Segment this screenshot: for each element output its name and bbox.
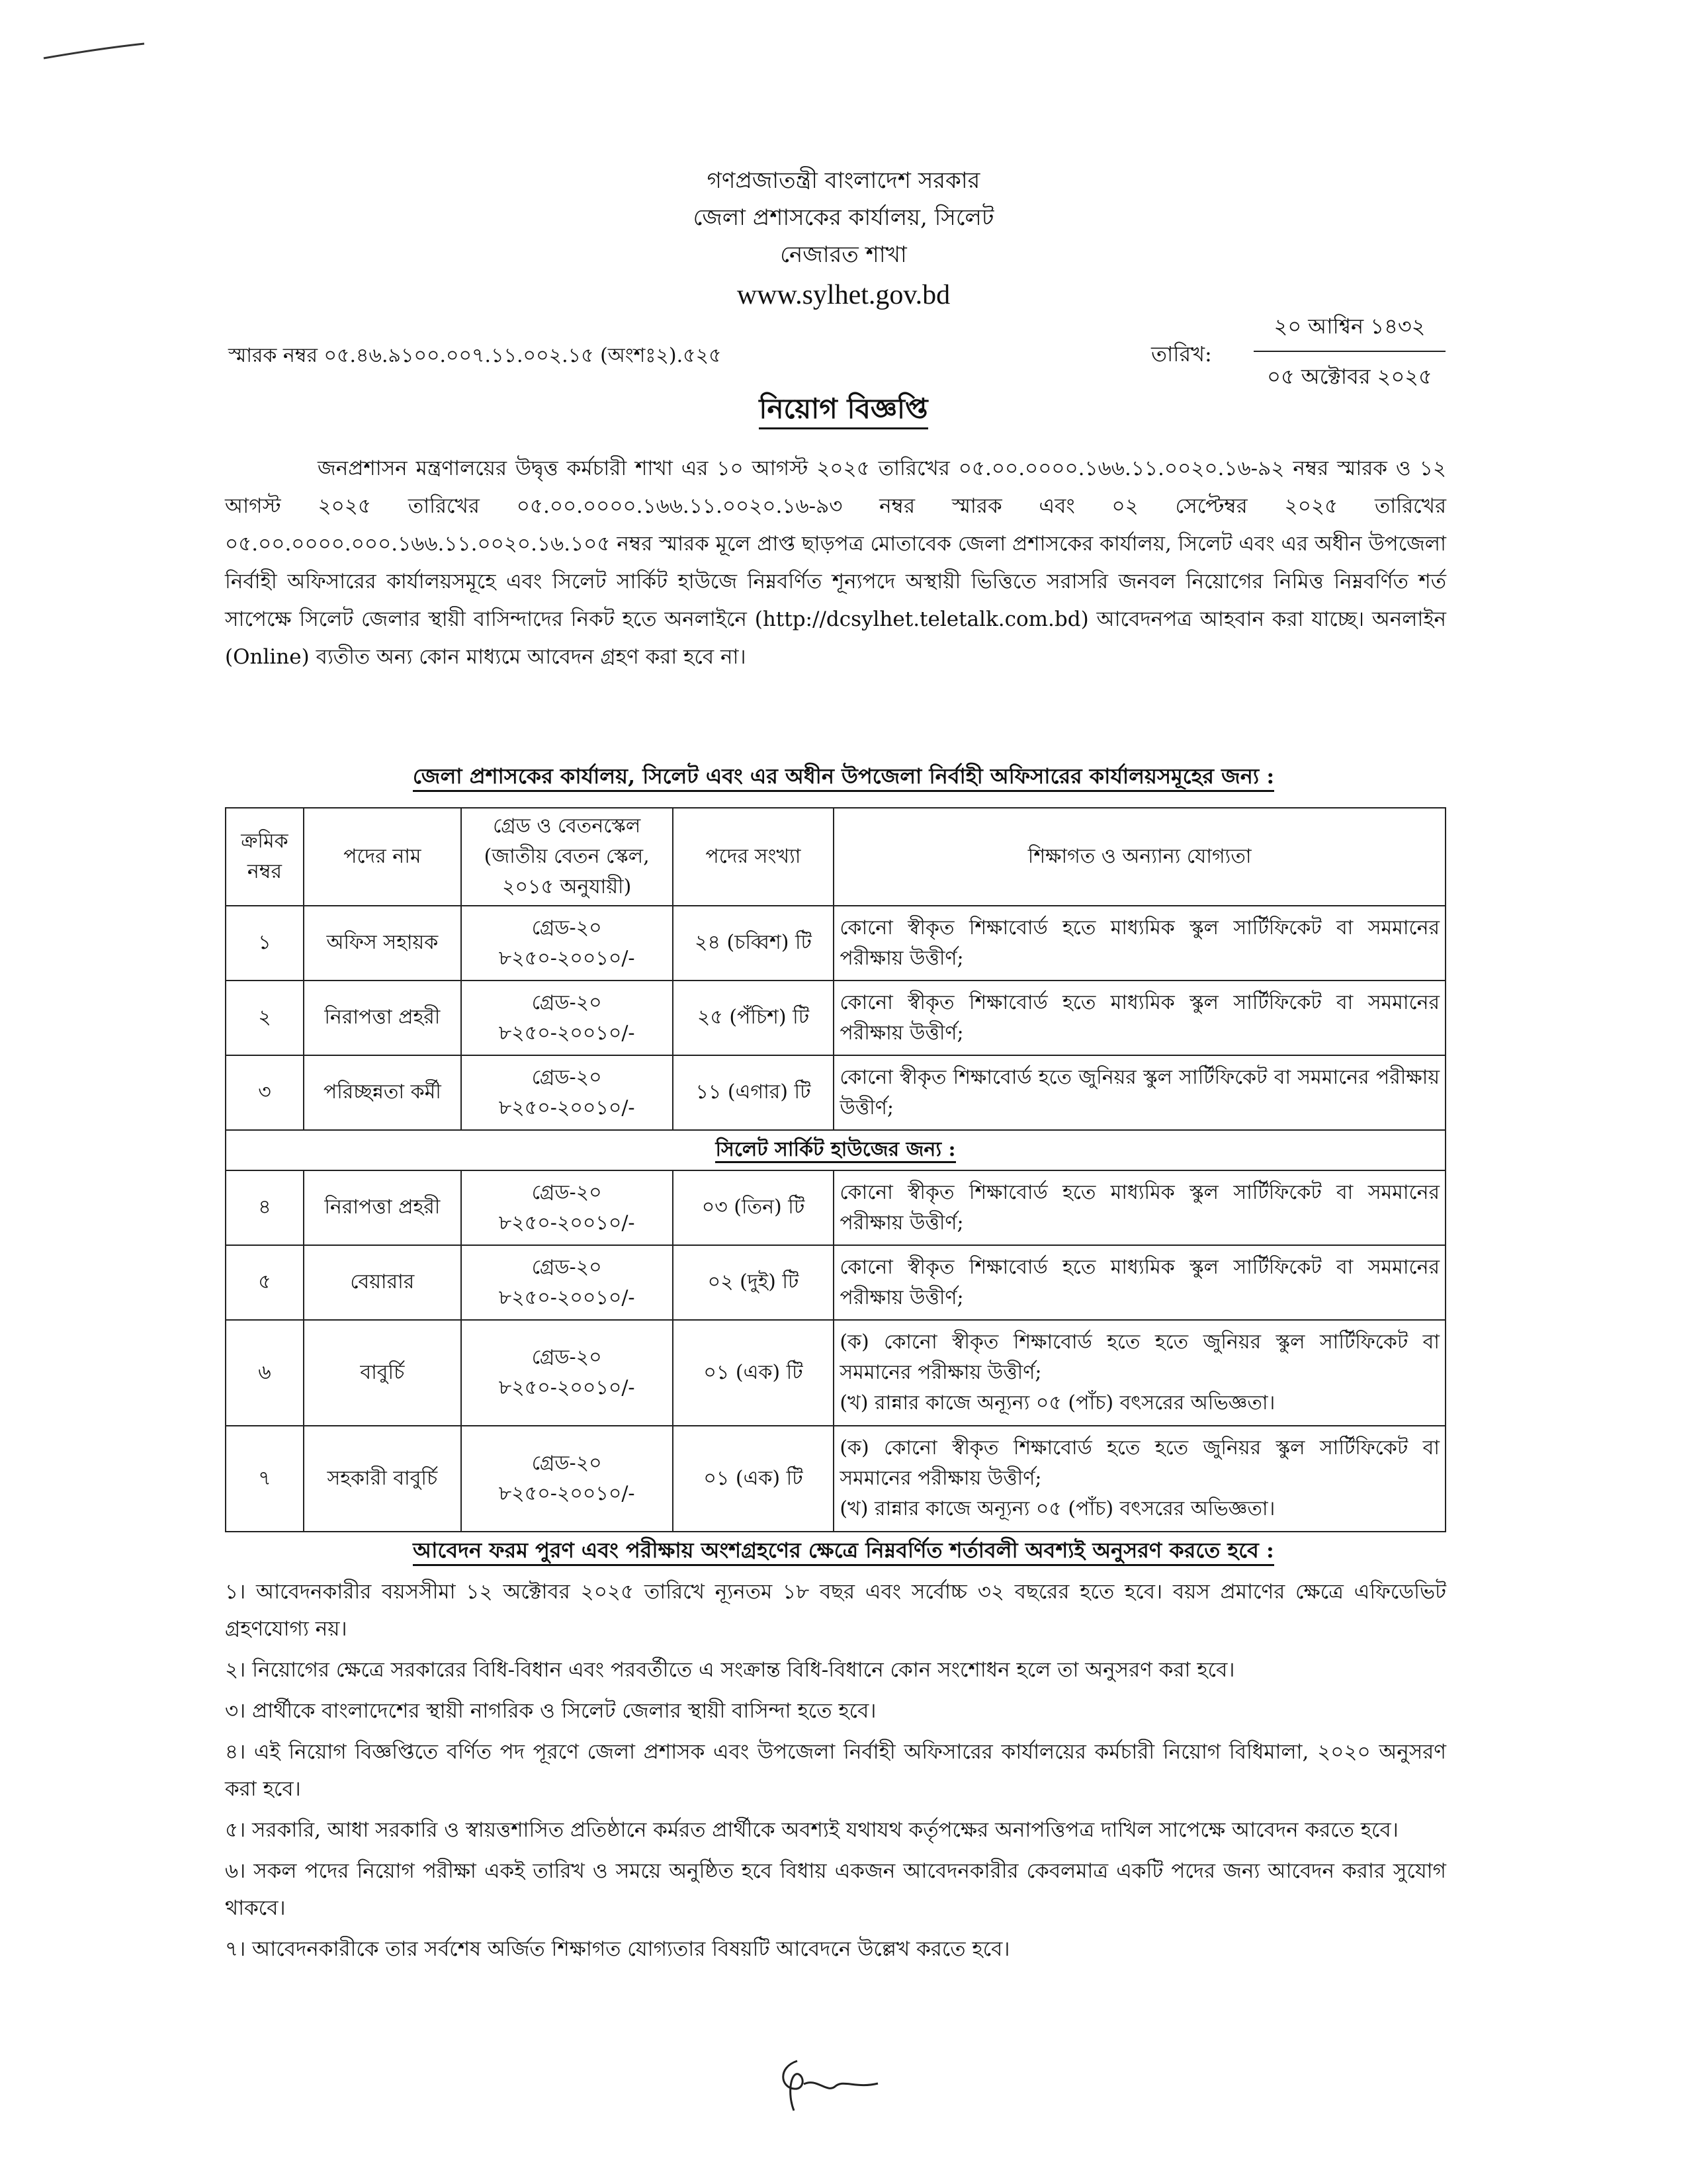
header-count: পদের সংখ্যা xyxy=(673,808,834,906)
cell-serial: ২ xyxy=(226,981,304,1055)
cell-serial: ৩ xyxy=(226,1055,304,1130)
cell-qualification: (ক) কোনো স্বীকৃত শিক্ষাবোর্ড হতে হতে জুনিয়র স্কুল সার্টিফিকেট বা সমমানের পরীক্ষায় উত্তীর্ণ; (খ) রান্নার কাজে অন্যূন্য ০৫ (পাঁচ) বৎসরের অভিজ্ঞতা। xyxy=(834,1426,1446,1532)
intro-paragraph: জনপ্রশাসন মন্ত্রণালয়ের উদ্বৃত্ত কর্মচারী শাখা এর ১০ আগস্ট ২০২৫ তারিখের ০৫.০০.০০০০.১৬৬.১১.০০২০.১৬-৯২ নম্বর স্মারক ও ১২ আগস্ট ২০২৫ তারিখের ০৫.০০.০০০০.১৬৬.১১.০০২০.১৬-৯৩ নম্বর স্মারক এবং ০২ সেপ্টেম্বর ২০২৫ তারিখের ০৫.০০.০০০০.০০০.১৬৬.১১.০০২০.১৬.১০৫ নম্বর স্মারক মূলে প্রাপ্ত ছাড়পত্র মোতাবেক জেলা প্রশাসকের কার্যালয়, সিলেট এবং এর অধীন উপজেলা নির্বাহী অফিসারের কার্যালয়সমূহে এবং সিলেট সার্কিট হাউজে নিম্নবর্ণিত শূন্যপদে অস্থায়ী ভিত্তিতে সরাসরি জনবল নিয়োগের নিমিত্ত নিম্নবর্ণিত শর্ত সাপেক্ষে সিলেট জেলার স্থায়ী বাসিন্দাদের নিকট হতে অনলাইনে (http://dcsylhet.teletalk.com.bd) আবেদনপত্র আহবান করা যাচ্ছে। অনলাইন (Online) ব্যতীত অন্য কোন মাধ্যমে আবেদন গ্রহণ করা হবে না। xyxy=(225,457,1446,669)
cell-post: পরিচ্ছন্নতা কর্মী xyxy=(304,1055,461,1130)
handwritten-signature xyxy=(757,2048,883,2120)
cell-qualification: কোনো স্বীকৃত শিক্ষাবোর্ড হতে মাধ্যমিক স্কুল সার্টিফিকেট বা সমমানের পরীক্ষায় উত্তীর্ণ; xyxy=(834,981,1446,1055)
cell-count: ০১ (এক) টি xyxy=(673,1320,834,1426)
cell-serial: ৭ xyxy=(226,1426,304,1532)
cell-serial: ১ xyxy=(226,906,304,981)
cell-grade: গ্রেড-২০ ৮২৫০-২০০১০/- xyxy=(461,1245,673,1320)
cell-grade: গ্রেড-২০ ৮২৫০-২০০১০/- xyxy=(461,1170,673,1245)
letterhead xyxy=(0,162,1687,317)
table-subheading-row xyxy=(226,1130,1446,1170)
condition-item: ৪। এই নিয়োগ বিজ্ঞপ্তিতে বর্ণিত পদ পূরণে জেলা প্রশাসক এবং উপজেলা নির্বাহী অফিসারের কার্যালয়ের কর্মচারী নিয়োগ বিধিমালা, ২০২০ অনুসরণ করা হবে। xyxy=(225,1740,1446,1801)
table-row xyxy=(226,1055,1446,1130)
branch-name: নেজারত শাখা xyxy=(780,241,907,268)
date-bangla: ২০ আশ্বিন ১৪৩২ xyxy=(1254,310,1446,352)
vacancy-table xyxy=(225,807,1446,1532)
table-row xyxy=(226,1320,1446,1426)
cell-count: ২৫ (পঁচিশ) টি xyxy=(673,981,834,1055)
cell-post: নিরাপত্তা প্রহরী xyxy=(304,1170,461,1245)
date-label: তারিখ: xyxy=(1151,341,1212,367)
cell-post: বেয়ারার xyxy=(304,1245,461,1320)
cell-grade: গ্রেড-২০ ৮২৫০-২০০১০/- xyxy=(461,906,673,981)
cell-serial: ৪ xyxy=(226,1170,304,1245)
notice-title: নিয়োগ বিজ্ঞপ্তি xyxy=(0,387,1687,434)
cell-qualification: (ক) কোনো স্বীকৃত শিক্ষাবোর্ড হতে হতে জুনিয়র স্কুল সার্টিফিকেট বা সমমানের পরীক্ষায় উত্তীর্ণ; (খ) রান্নার কাজে অন্যূন্য ০৫ (পাঁচ) বৎসরের অভিজ্ঞতা। xyxy=(834,1320,1446,1426)
conditions-list xyxy=(225,1573,1446,1972)
condition-item: ৬। সকল পদের নিয়োগ পরীক্ষা একই তারিখ ও সময়ে অনুষ্ঠিত হবে বিধায় একজন আবেদনকারীর কেবলমাত্র একটি পদের জন্য আবেদন করার সুযোগ থাকবে। xyxy=(225,1859,1446,1920)
cell-count: ০৩ (তিন) টি xyxy=(673,1170,834,1245)
government-name: গণপ্রজাতন্ত্রী বাংলাদেশ সরকার xyxy=(707,167,980,194)
table-row xyxy=(226,1170,1446,1245)
table-header-row xyxy=(226,808,1446,906)
office-name: জেলা প্রশাসকের কার্যালয়, সিলেট xyxy=(693,204,994,231)
cell-qualification: কোনো স্বীকৃত শিক্ষাবোর্ড হতে মাধ্যমিক স্কুল সার্টিফিকেট বা সমমানের পরীক্ষায় উত্তীর্ণ; xyxy=(834,1170,1446,1245)
circuit-house-subheading: সিলেট সার্কিট হাউজের জন্য : xyxy=(226,1130,1446,1170)
table-row xyxy=(226,1245,1446,1320)
cell-post: নিরাপত্তা প্রহরী xyxy=(304,981,461,1055)
cell-count: ১১ (এগার) টি xyxy=(673,1055,834,1130)
condition-item: ২। নিয়োগের ক্ষেত্রে সরকারের বিধি-বিধান এবং পরবর্তীতে এ সংক্রান্ত বিধি-বিধানে কোন সংশোধন হলে তা অনুসরণ করা হবে। xyxy=(225,1658,1235,1682)
condition-item: ৩। প্রার্থীকে বাংলাদেশের স্থায়ী নাগরিক ও সিলেট জেলার স্থায়ী বাসিন্দা হতে হবে। xyxy=(225,1699,877,1723)
cell-qualification: কোনো স্বীকৃত শিক্ষাবোর্ড হতে মাধ্যমিক স্কুল সার্টিফিকেট বা সমমানের পরীক্ষায় উত্তীর্ণ; xyxy=(834,1245,1446,1320)
condition-item: ৭। আবেদনকারীকে তার সর্বশেষ অর্জিত শিক্ষাগত যোগ্যতার বিষয়টি আবেদনে উল্লেখ করতে হবে। xyxy=(225,1937,1010,1961)
website-address: www.sylhet.gov.bd xyxy=(736,280,951,310)
cell-grade: গ্রেড-২০ ৮২৫০-২০০১০/- xyxy=(461,981,673,1055)
date-english: ০৫ অক্টোবর ২০২৫ xyxy=(1267,364,1432,389)
cell-count: ০২ (দুই) টি xyxy=(673,1245,834,1320)
pen-stroke-mark xyxy=(41,38,147,65)
table-row xyxy=(226,981,1446,1055)
cell-post: সহকারী বাবুর্চি xyxy=(304,1426,461,1532)
condition-item: ৫। সরকারি, আধা সরকারি ও স্বায়ত্তশাসিত প্রতিষ্ঠানে কর্মরত প্রার্থীকে অবশ্যই যথাযথ কর্তৃপক্ষের অনাপত্তিপত্র দাখিল সাপেক্ষে আবেদন করতে হবে। xyxy=(225,1818,1399,1842)
cell-grade: গ্রেড-২০ ৮২৫০-২০০১০/- xyxy=(461,1055,673,1130)
section-heading-district-office: জেলা প্রশাসকের কার্যালয়, সিলেট এবং এর অধীন উপজেলা নির্বাহী অফিসারের কার্যালয়সমূহের জন্য : xyxy=(0,760,1687,795)
cell-count: ২৪ (চব্বিশ) টি xyxy=(673,906,834,981)
header-grade: গ্রেড ও বেতনস্কেল (জাতীয় বেতন স্কেল, ২০১৫ অনুযায়ী) xyxy=(461,808,673,906)
cell-grade: গ্রেড-২০ ৮২৫০-২০০১০/- xyxy=(461,1426,673,1532)
memo-number: স্মারক নম্বর ০৫.৪৬.৯১০০.০০৭.১১.০০২.১৫ (অংশঃ২).৫২৫ xyxy=(228,344,722,367)
cell-qualification: কোনো স্বীকৃত শিক্ষাবোর্ড হতে মাধ্যমিক স্কুল সার্টিফিকেট বা সমমানের পরীক্ষায় উত্তীর্ণ; xyxy=(834,906,1446,981)
header-serial: ক্রমিক নম্বর xyxy=(226,808,304,906)
cell-serial: ৫ xyxy=(226,1245,304,1320)
conditions-heading: আবেদন ফরম পুরণ এবং পরীক্ষায় অংশগ্রহণের ক্ষেত্রে নিম্নবর্ণিত শর্তাবলী অবশ্যই অনুসরণ করতে হবে : xyxy=(0,1534,1687,1569)
cell-qualification: কোনো স্বীকৃত শিক্ষাবোর্ড হতে জুনিয়র স্কুল সার্টিফিকেট বা সমমানের পরীক্ষায় উত্তীর্ণ; xyxy=(834,1055,1446,1130)
table-row xyxy=(226,906,1446,981)
cell-count: ০১ (এক) টি xyxy=(673,1426,834,1532)
cell-serial: ৬ xyxy=(226,1320,304,1426)
header-post: পদের নাম xyxy=(304,808,461,906)
cell-post: বাবুর্চি xyxy=(304,1320,461,1426)
date-values xyxy=(1254,310,1446,396)
cell-grade: গ্রেড-২০ ৮২৫০-২০০১০/- xyxy=(461,1320,673,1426)
header-qualification: শিক্ষাগত ও অন্যান্য যোগ্যতা xyxy=(834,808,1446,906)
table-row xyxy=(226,1426,1446,1532)
condition-item: ১। আবেদনকারীর বয়সসীমা ১২ অক্টোবর ২০২৫ তারিখে ন্যূনতম ১৮ বছর এবং সর্বোচ্চ ৩২ বছরের হতে হবে। বয়স প্রমাণের ক্ষেত্রে এফিডেভিট গ্রহণযোগ্য নয়। xyxy=(225,1580,1446,1641)
cell-post: অফিস সহায়ক xyxy=(304,906,461,981)
